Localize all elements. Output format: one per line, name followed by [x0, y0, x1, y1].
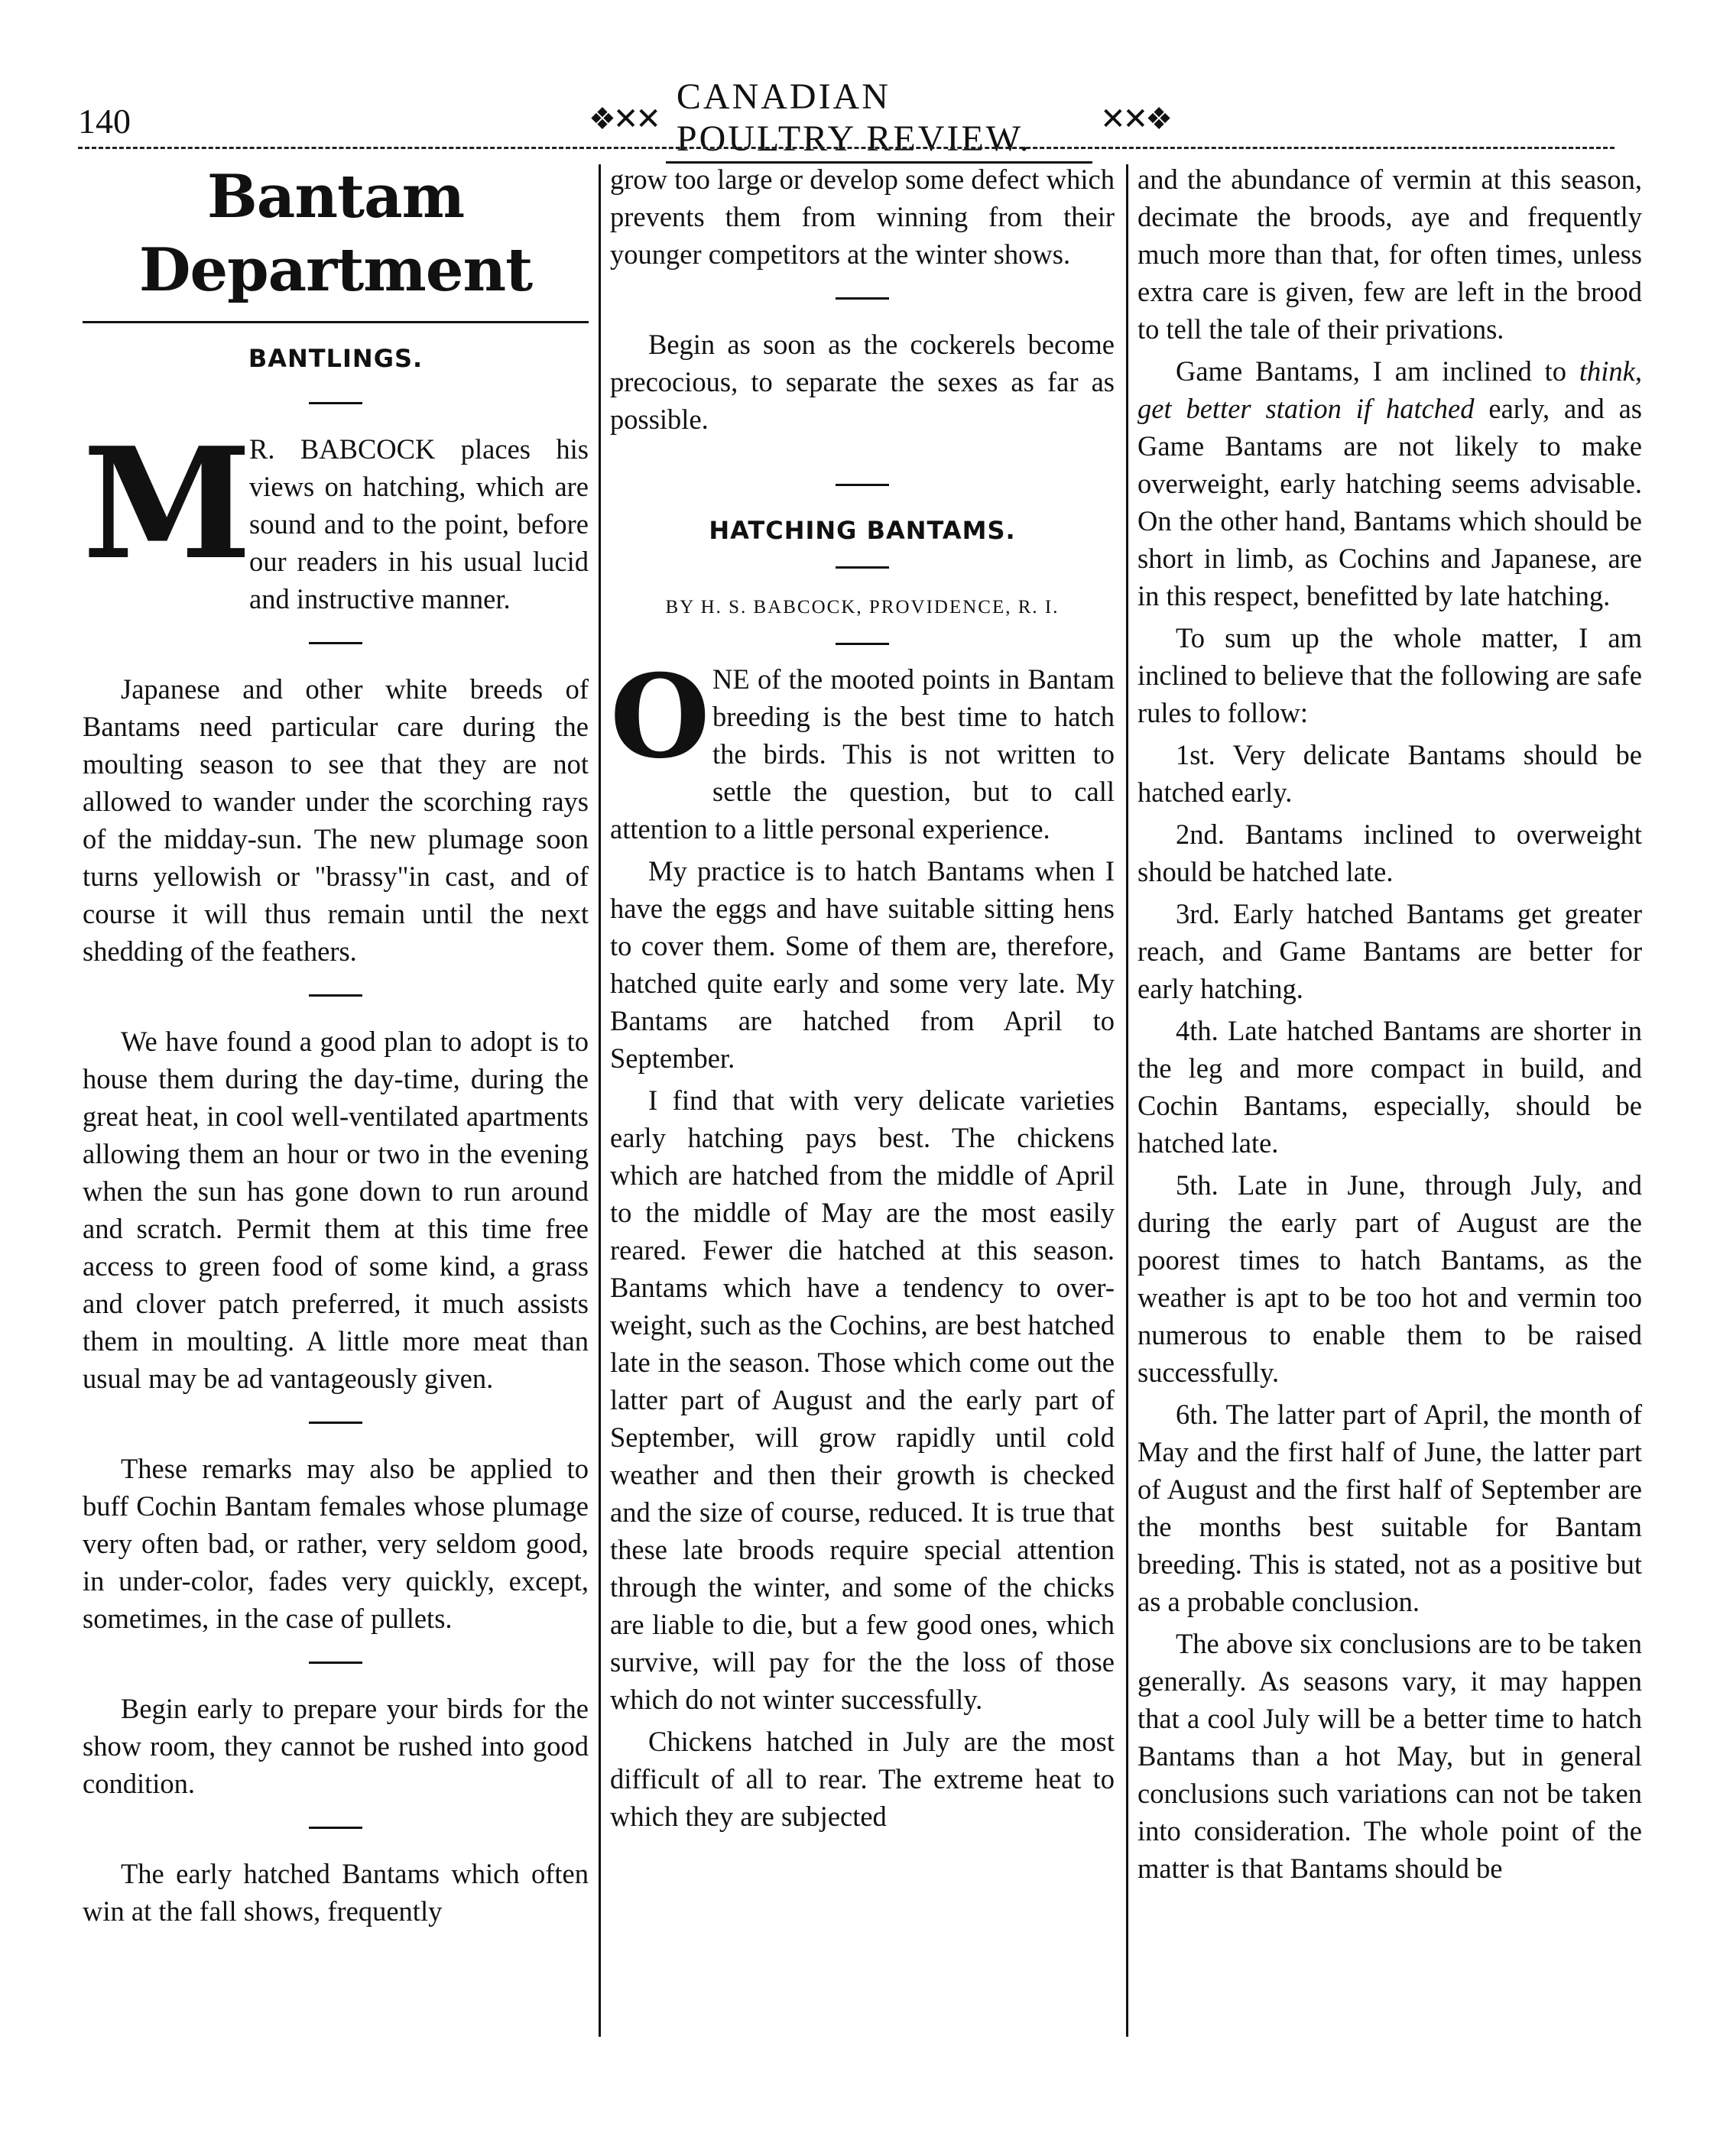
column-2	[610, 160, 1115, 1835]
ornament-right-icon: ✕✕❖	[1100, 101, 1170, 136]
paragraph: These remarks may also be applied to buff Cochin Bantam females whose plumage very often bad, or rather, very seldom good, in under-color, fades very quickly, except, sometimes, in the case of pullets.	[83, 1453, 589, 1634]
rule-item: 1st. Very delicate Bantams should be hatched early.	[1137, 739, 1642, 808]
paragraph: I find that with very delicate varieties early hatching pays best. The chickens which are hatched from the middle of April to the middle of May are the most easily reared. Fewer die hatched at this season. Bantams which have a tendency to over-weight, such as the Cochins, are best hatched late in the season. Those which come out the latter part of August and the early part of September, will grow rapidly until cold weather and then their growth is checked and the size of course, reduced. It is true that these late broods require special attention through the winter, and some of the chicks are liable to die, but a few good ones, which survive, will pay for the the loss of those which do not winter successfully.	[610, 1084, 1115, 1715]
column-3	[1137, 160, 1642, 1887]
article-first-paragraph	[610, 650, 1115, 848]
section-heading: BANTLINGS.	[248, 344, 424, 373]
paragraph: Begin early to prepare your birds for the show room, they cannot be rushed into good condition.	[83, 1693, 589, 1799]
column-1	[83, 160, 589, 1930]
column-divider-2	[1126, 164, 1128, 2037]
paragraph: Japanese and other white breeds of Bantams need particular care during the moulting season to see that they are not allowed to wander under the scorching rays of the midday-sun. The new plumage soon turns yellowish or "brassy"in cast, and of course it will thus remain until the next shedding of the feathers.	[83, 673, 589, 967]
article-first-text: NE of the mooted points in Bantam breeding is the best time to hatch the birds. This is not written to settle the question, but to call attention to a little personal experience.	[610, 663, 1115, 845]
intro-text: R. BABCOCK places his views on hatching, which are sound and to the point, before our readers in his usual lucid and instructive manner.	[249, 433, 589, 614]
drop-cap-o: O	[610, 650, 710, 784]
separator	[309, 1662, 362, 1664]
separator	[836, 643, 889, 645]
paragraph: To sum up the whole matter, I am inclined to believe that the following are safe rules to follow:	[1137, 622, 1642, 728]
text-run: Game Bantams, I am inclined to	[1176, 355, 1579, 387]
separator	[836, 484, 889, 486]
paragraph	[1137, 352, 1642, 614]
paragraph: Chickens hatched in July are the most difficult of all to rear. The extreme heat to which they are subjected	[610, 1726, 1115, 1832]
paragraph: We have found a good plan to adopt is to house them during the day-time, during the great heat, in cool well-ventilated apartments allowing them an hour or two in the evening when the sun has gone down to run around and scratch. Permit them at this time free access to green food of some kind, a grass and clover patch preferred, it much assists them in moulting. A little more meat than usual may be ad vantageously given.	[83, 1026, 589, 1394]
masthead-title: CANADIAN POULTRY REVIEW.	[666, 74, 1092, 164]
header-rule	[78, 147, 1615, 149]
separator	[309, 642, 362, 644]
intro-paragraph	[83, 414, 589, 618]
rule-item: 4th. Late hatched Bantams are shorter in the leg and more compact in build, and Cochin Bantams, especially, should be hatched late.	[1137, 1015, 1642, 1159]
rule-item: 6th. The latter part of April, the month of May and the first half of June, the latter part of August and the first half of September are the months best suitable for Bantam breeding. This is stated, not as a positive but as a probable conclusion.	[1137, 1399, 1642, 1617]
text-run: early, and as Game Bantams are not likely to make overweight, early hatching seems advisable. On the other hand, Bantams which should be short in limb, as Cochins and Japanese, are in this respect, benefitted by late hatching.	[1137, 393, 1643, 611]
ornament-left-icon: ❖✕✕	[589, 101, 658, 136]
separator	[836, 297, 889, 300]
separator	[309, 994, 362, 997]
masthead	[589, 76, 1170, 159]
paragraph: grow too large or develop some defect which prevents them from winning from their younger competitors at the winter shows.	[610, 164, 1115, 270]
paragraph: and the abundance of vermin at this season, decimate the broods, aye and frequently much more than that, for often times, unless extra care is given, few are left in the brood to tell the tale of their privations.	[1137, 164, 1642, 345]
paragraph: Begin as soon as the cockerels become precocious, to separate the sexes as far as possible.	[610, 329, 1115, 435]
rule-item: 3rd. Early hatched Bantams get greater reach, and Game Bantams are better for early hatching.	[1137, 898, 1642, 1004]
separator	[836, 566, 889, 569]
page-number: 140	[78, 102, 131, 141]
separator	[309, 402, 362, 404]
department-title: Bantam Department	[83, 160, 589, 323]
column-divider-1	[599, 164, 601, 2037]
byline: BY H. S. BABCOCK, PROVIDENCE, R. I.	[665, 597, 1060, 618]
drop-cap-m: M	[83, 414, 252, 594]
paragraph: My practice is to hatch Bantams when I have the eggs and have suitable sitting hens to cover them. Some of them are, therefore, hatched quite early and some very late. My Bantams are hatched from April to September.	[610, 855, 1115, 1074]
paragraph: The above six conclusions are to be taken generally. As seasons vary, it may happen that a cool July will be a better time to hatch Bantams than a hot May, but in general conclusions such variations can not be taken into consideration. The whole point of the matter is that Bantams should be	[1137, 1628, 1642, 1884]
paragraph: The early hatched Bantams which often win at the fall shows, frequently	[83, 1858, 589, 1927]
separator	[309, 1827, 362, 1829]
separator	[309, 1422, 362, 1424]
article-heading: HATCHING BANTAMS.	[709, 516, 1016, 545]
rule-item: 5th. Late in June, through July, and during the early part of August are the poorest times to hatch Bantams, as the weather is apt to be too hot and vermin too numerous to enable them to be raised successfully.	[1137, 1169, 1642, 1388]
italic-text-run: think, get better station if hatched	[1137, 355, 1642, 424]
rule-item: 2nd. Bantams inclined to overweight should be hatched late.	[1137, 819, 1642, 887]
